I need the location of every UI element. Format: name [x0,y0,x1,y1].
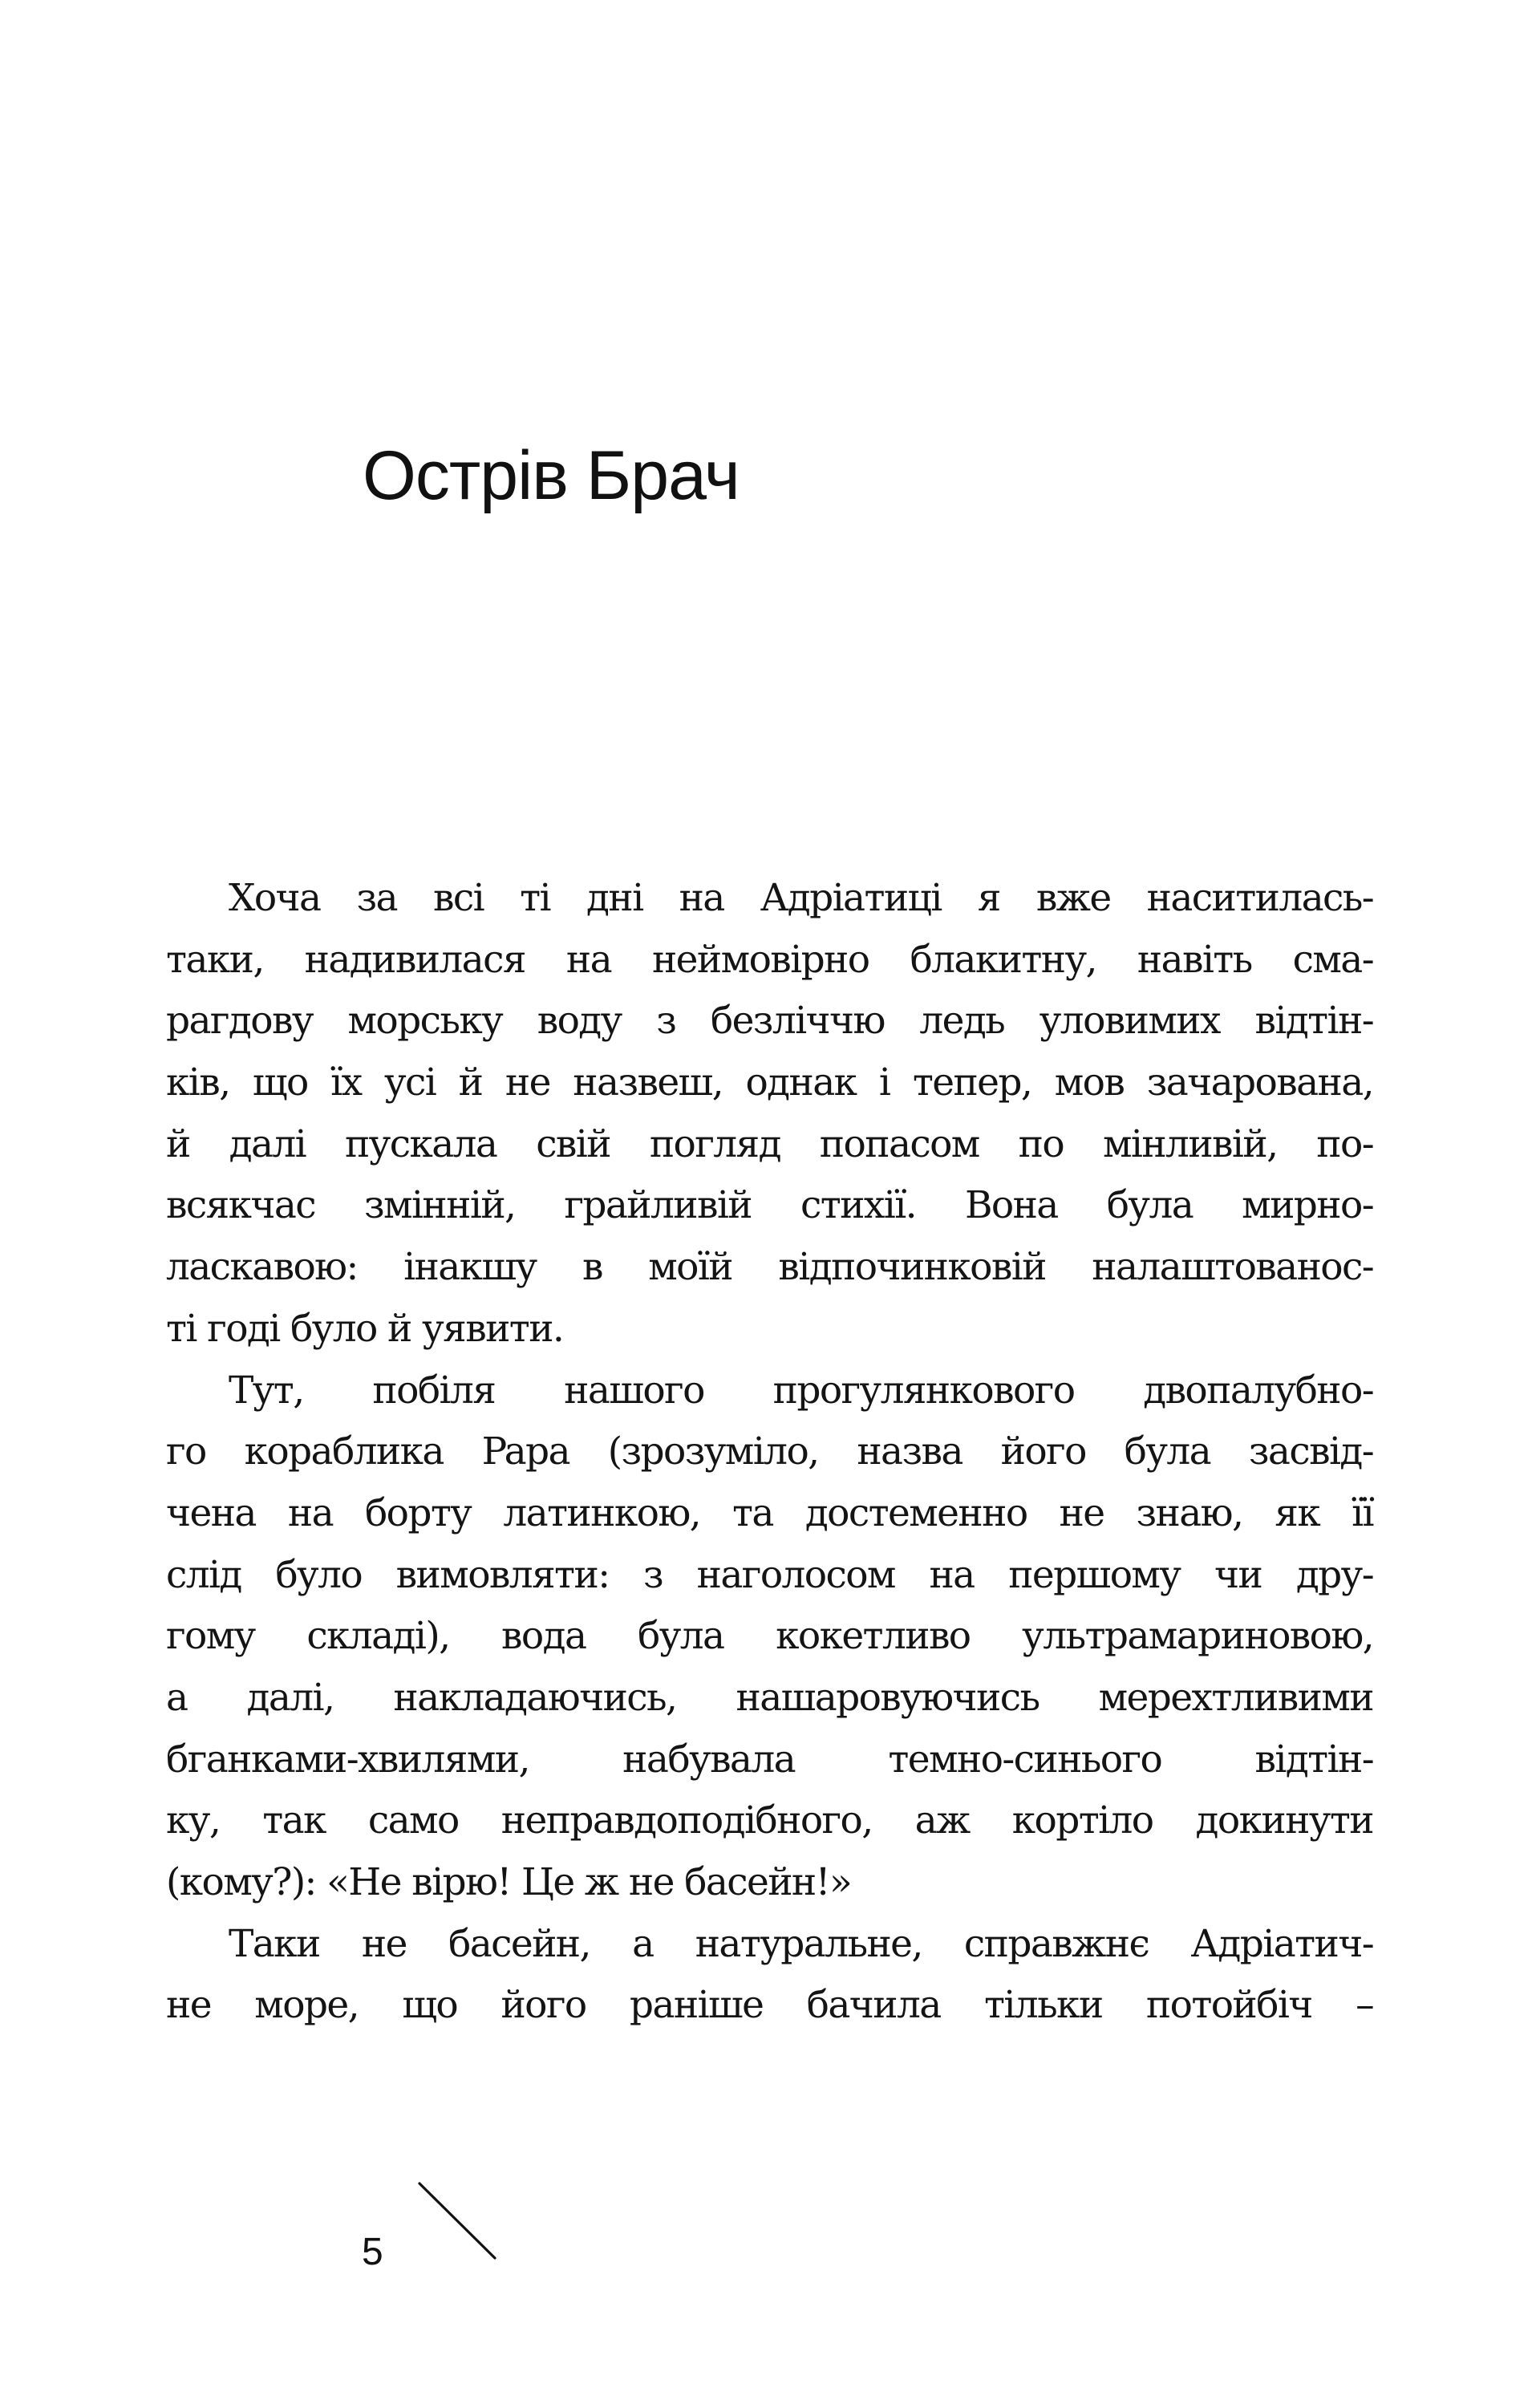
text-line: бганками-хвилями, набувала темно-синього відтін- [166,1737,1373,1782]
text-line: таки, надивилася на неймовірно блакитну, навіть сма- [166,937,1373,982]
text-line: всякчас змінній, грайливій стихії. Вона була мирно- [166,1183,1373,1228]
paragraph [166,1914,1373,2037]
paragraph [166,1360,1373,1914]
text-line: а далі, накладаючись, нашаровуючись мерехтливими [166,1675,1373,1720]
text-line: (кому?): «Не вірю! Це ж не басейн!» [166,1860,852,1904]
text-line: ті годі було й уявити. [166,1306,564,1351]
paragraph [166,868,1373,1360]
body-text [166,868,1373,2037]
text-line: ласкавою: інакшу в моїй відпочинковій налаштованос- [166,1245,1373,1290]
text-line: Хоча за всі ті дні на Адріатиці я вже наситилась- [229,876,1373,920]
text-line: чена на борту латинкою, та достеменно не знаю, як її [166,1490,1373,1535]
page-number: 5 [362,2231,383,2273]
text-line: гому складі), вода була кокетливо ультрамариновою, [166,1614,1373,1659]
text-line: ку, так само неправдоподібного, аж кортіло докинути [166,1798,1373,1843]
text-line: слід було вимовляти: з наголосом на першому чи дру- [166,1552,1373,1597]
text-line: ків, що їх усі й не назвеш, однак і тепер, мов зачарована, [166,1060,1373,1105]
text-line: й далі пускала свій погляд попасом по мінливій, по- [166,1121,1373,1166]
text-line: не море, що його раніше бачила тільки потойбіч – [166,1983,1373,2028]
text-line: рагдову морську воду з безліччю ледь уловимих відтін- [166,999,1373,1044]
text-line: го кораблика Papa (зрозуміло, назва його була засвід- [166,1429,1373,1474]
text-line: Тут, побіля нашого прогулянкового двопалубно- [229,1368,1373,1413]
text-line: Таки не басейн, а натуральне, справжнє Адріатич- [229,1921,1373,1966]
chapter-title: Острів Брач [363,437,740,514]
